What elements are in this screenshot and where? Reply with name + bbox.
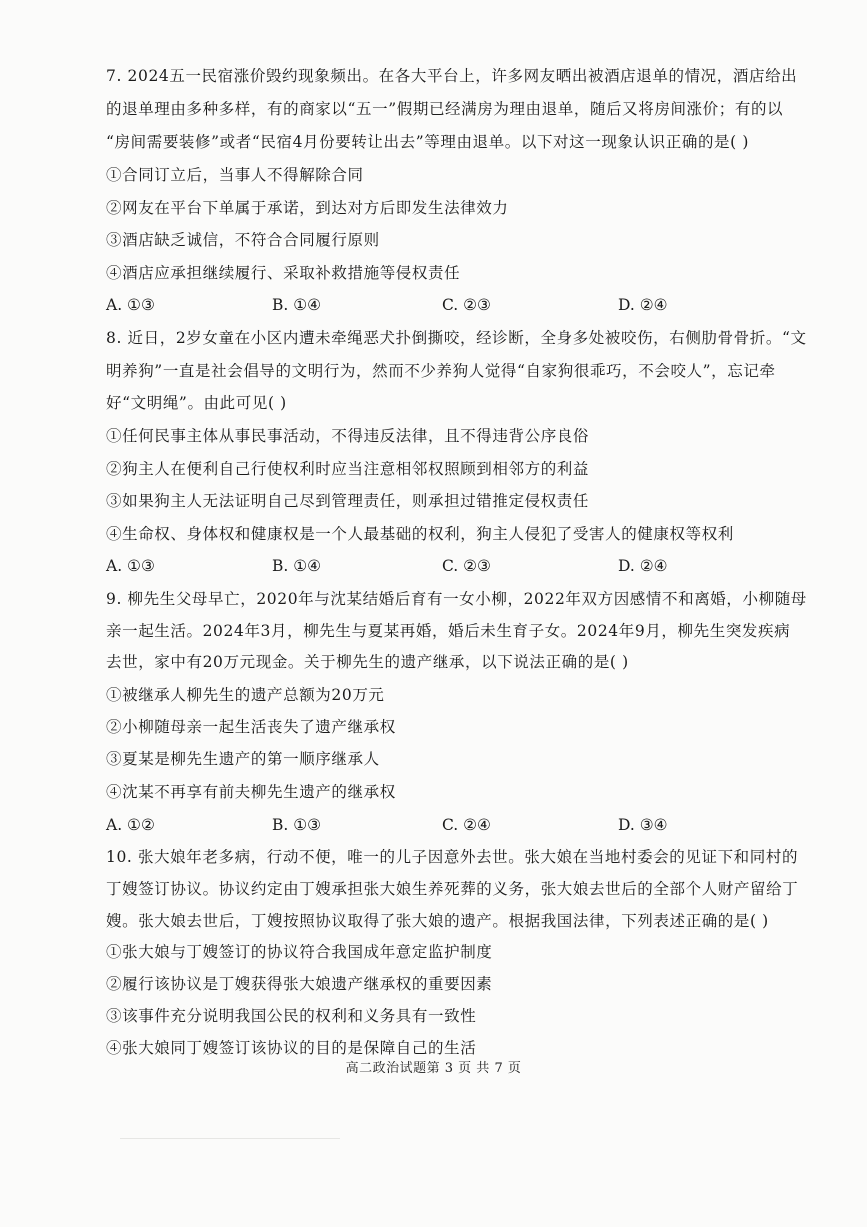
q9-statement-2: ②小柳随母亲一起生活丧失了遗产继承权	[106, 718, 396, 736]
q8-statement-2: ②狗主人在便利自己行使权利时应当注意相邻权照顾到相邻方的利益	[106, 460, 590, 478]
q7-option-b: B. ①④	[272, 296, 322, 314]
q9-option-a: A. ①②	[106, 816, 155, 834]
q8-statement-4: ④生命权、身体权和健康权是一个人最基础的权利，狗主人侵犯了受害人的健康权等权利	[106, 525, 734, 543]
q7-stem-line-1: 7. 2024五一民宿涨价毁约现象频出。在各大平台上，许多网友晒出被酒店退单的情况，酒店给出	[106, 67, 798, 85]
q8-option-c: C. ②③	[442, 557, 491, 575]
q7-stem-line-3: “房间需要装修”或者“民宿4月份要转让出去”等理由退单。以下对这一现象认识正确的是( )	[106, 133, 749, 151]
q7-statement-1: ①合同订立后，当事人不得解除合同	[106, 166, 364, 184]
page-footer: 高二政治试题第 3 页 共 7 页	[345, 1061, 522, 1076]
q8-statement-3: ③如果狗主人无法证明自己尽到管理责任，则承担过错推定侵权责任	[106, 492, 590, 510]
q10-stem-line-3: 嫂。张大娘去世后，丁嫂按照协议取得了张大娘的遗产。根据我国法律，下列表述正确的是( )	[106, 912, 769, 930]
q8-option-d: D. ②④	[618, 557, 668, 575]
q7-statement-4: ④酒店应承担继续履行、采取补救措施等侵权责任	[106, 264, 461, 282]
q10-statement-4: ④张大娘同丁嫂签订该协议的目的是保障自己的生活	[106, 1039, 477, 1057]
q8-stem-line-1: 8. 近日，2岁女童在小区内遭未牵绳恶犬扑倒撕咬，经诊断，全身多处被咬伤，右侧肋骨骨折。“文	[106, 329, 807, 347]
q10-statement-2: ②履行该协议是丁嫂获得张大娘遗产继承权的重要因素	[106, 975, 493, 993]
q8-stem-line-3: 好“文明绳”。由此可见( )	[106, 394, 287, 412]
q9-option-c: C. ②④	[442, 816, 491, 834]
q8-stem-line-2: 明养狗”一直是社会倡导的文明行为，然而不少养狗人觉得“自家狗很乖巧，不会咬人”，忘记牵	[106, 362, 776, 380]
q8-option-a: A. ①③	[106, 557, 155, 575]
q10-stem-line-1: 10. 张大娘年老多病，行动不便，唯一的儿子因意外去世。张大娘在当地村委会的见证下和同村的	[106, 848, 799, 866]
q10-statement-1: ①张大娘与丁嫂签订的协议符合我国成年意定监护制度	[106, 943, 493, 961]
q9-stem-line-3: 去世，家中有20万元现金。关于柳先生的遗产继承，以下说法正确的是( )	[106, 653, 629, 671]
q10-statement-3: ③该事件充分说明我国公民的权利和义务具有一致性	[106, 1007, 477, 1025]
q7-option-a: A. ①③	[106, 296, 155, 314]
q8-option-b: B. ①④	[272, 557, 322, 575]
q9-stem-line-1: 9. 柳先生父母早亡，2020年与沈某结婚后育有一女小柳，2022年双方因感情不和离婚，小柳随母	[106, 590, 807, 608]
q7-stem-line-2: 的退单理由多种多样，有的商家以“五一”假期已经满房为理由退单，随后又将房间涨价；有的以	[106, 100, 784, 118]
q8-statement-1: ①任何民事主体从事民事活动，不得违反法律，且不得违背公序良俗	[106, 427, 590, 445]
q7-statement-2: ②网友在平台下单属于承诺，到达对方后即发生法律效力	[106, 199, 509, 217]
q9-statement-1: ①被继承人柳先生的遗产总额为20万元	[106, 686, 385, 704]
q9-option-b: B. ①③	[272, 816, 322, 834]
q9-stem-line-2: 亲一起生活。2024年3月，柳先生与夏某再婚，婚后未生育子女。2024年9月，柳先生突发疾病	[106, 622, 791, 640]
q10-stem-line-2: 丁嫂签订协议。协议约定由丁嫂承担张大娘生养死葬的义务，张大娘去世后的全部个人财产留给丁	[106, 880, 799, 898]
q9-statement-3: ③夏某是柳先生遗产的第一顺序继承人	[106, 750, 380, 768]
q9-option-d: D. ③④	[618, 816, 668, 834]
q9-statement-4: ④沈某不再享有前夫柳先生遗产的继承权	[106, 783, 396, 801]
scan-artifact	[120, 1138, 340, 1139]
q7-option-c: C. ②③	[442, 296, 491, 314]
q7-statement-3: ③酒店缺乏诚信，不符合合同履行原则	[106, 231, 380, 249]
q7-option-d: D. ②④	[618, 296, 668, 314]
